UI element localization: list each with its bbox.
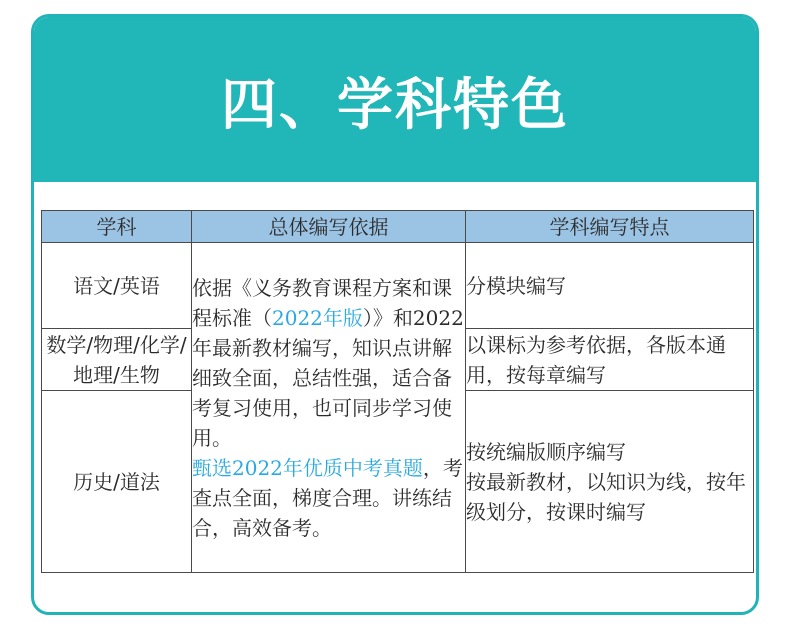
subject-cell: 历史/道法 xyxy=(42,391,192,573)
feature-cell xyxy=(466,391,754,573)
feature-cell: 以课标为参考依据，各版本通用，按每章编写 xyxy=(466,329,754,391)
header-feature: 学科编写特点 xyxy=(466,211,754,243)
feature-line: 按统编版顺序编写 xyxy=(466,439,626,464)
feature-line: 按最新教材，以知识为线，按年级划分，按课时编写 xyxy=(466,469,746,524)
subject-feature-table xyxy=(41,210,754,573)
basis-highlight-exam: 甄选2022年优质中考真题 xyxy=(192,455,423,480)
basis-text-cont: ）》和2022年最新教材编写，知识点讲解细致全面，总结性强，适合备考复习使用，也可同步学习使用。 xyxy=(192,305,464,450)
basis-text-exam: ，考查点全面，梯度合理。讲练结合，高效备考。 xyxy=(192,455,463,540)
table-row xyxy=(42,243,754,329)
subject-cell: 数学/物理/化学/地理/生物 xyxy=(42,329,192,391)
title-banner xyxy=(34,17,756,182)
feature-cell: 分模块编写 xyxy=(466,243,754,329)
subject-cell: 语文/英语 xyxy=(42,243,192,329)
basis-cell xyxy=(192,243,466,573)
section-title: 四、学科特色 xyxy=(221,72,569,138)
basis-text: 依据《义务教育课程方案和课程标准（ xyxy=(192,275,452,330)
basis-highlight-edition: 2022年版 xyxy=(272,305,363,330)
table-header-row xyxy=(42,211,754,243)
header-basis: 总体编写依据 xyxy=(192,211,466,243)
header-subject: 学科 xyxy=(42,211,192,243)
